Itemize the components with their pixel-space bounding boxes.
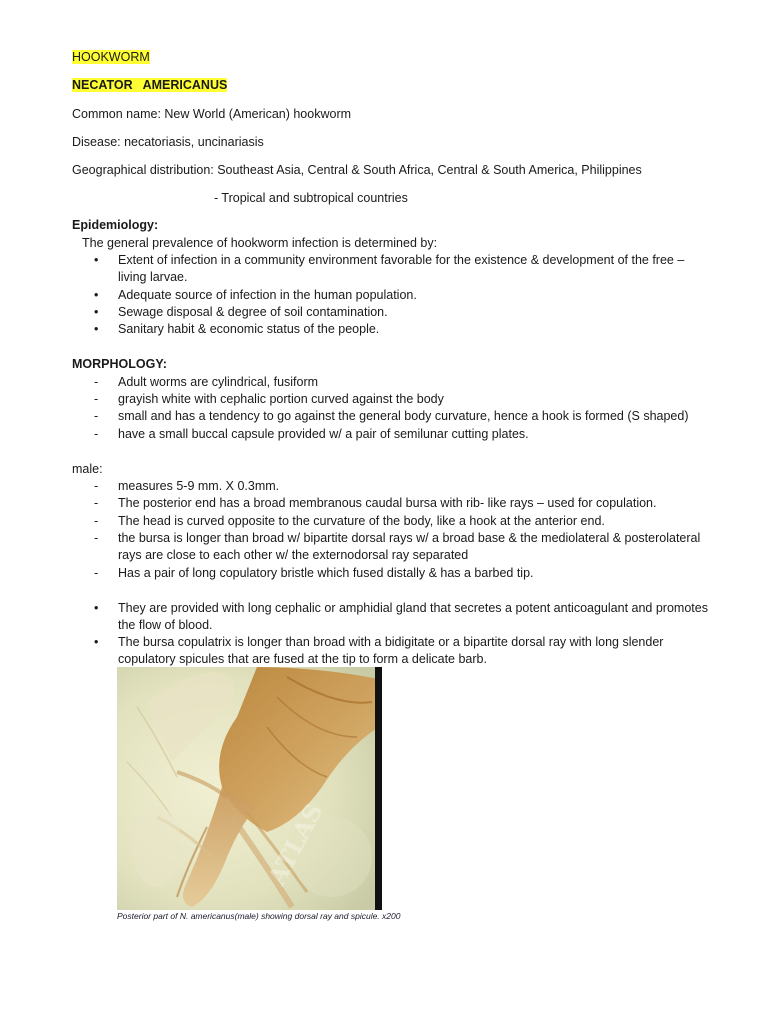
dash-mark: - bbox=[94, 566, 99, 580]
document-title bbox=[72, 49, 150, 65]
item-text: have a small buccal capsule provided w/ a pair of semilunar cutting plates. bbox=[118, 427, 529, 441]
dash-mark: - bbox=[94, 496, 99, 510]
dash-mark: - bbox=[94, 514, 99, 528]
epidemiology-item bbox=[72, 252, 712, 286]
bullet-mark: • bbox=[94, 253, 99, 267]
item-text: measures 5-9 mm. X 0.3mm. bbox=[118, 479, 280, 493]
item-text: Sewage disposal & degree of soil contamination. bbox=[118, 305, 388, 319]
epidemiology-item bbox=[72, 304, 712, 321]
item-text: Sanitary habit & economic status of the people. bbox=[118, 322, 380, 336]
epidemiology-intro: The general prevalence of hookworm infection is determined by: bbox=[82, 236, 438, 250]
bullet-mark: • bbox=[94, 305, 99, 319]
dash-mark: - bbox=[94, 409, 99, 423]
morphology-item bbox=[72, 426, 712, 443]
bullet-mark: • bbox=[94, 635, 99, 649]
male-item bbox=[72, 478, 712, 495]
male-item bbox=[72, 513, 712, 530]
dash-mark: - bbox=[94, 392, 99, 406]
item-text-continued: copulatory spicules that are fused at the tip to form a delicate barb. bbox=[118, 652, 487, 666]
image-caption: Posterior part of N. americanus(male) showing dorsal ray and spicule. x200 bbox=[117, 911, 401, 921]
feature-item bbox=[72, 600, 712, 634]
item-text: Extent of infection in a community environment favorable for the existence & development of the free – bbox=[118, 253, 685, 267]
dash-mark: - bbox=[94, 427, 99, 441]
feature-item bbox=[72, 634, 712, 668]
watermark-text: ATLAS bbox=[261, 798, 329, 890]
item-text: Adequate source of infection in the human population. bbox=[118, 288, 417, 302]
item-text: The head is curved opposite to the curvature of the body, like a hook at the anterior end. bbox=[118, 514, 605, 528]
bullet-mark: • bbox=[94, 288, 99, 302]
morphology-item bbox=[72, 374, 712, 391]
dash-mark: - bbox=[94, 479, 99, 493]
epidemiology-item bbox=[72, 321, 712, 338]
item-text-continued: rays are close to each other w/ the externodorsal ray separated bbox=[118, 548, 469, 562]
item-text: The posterior end has a broad membranous caudal bursa with rib- like rays – used for copulation. bbox=[118, 496, 657, 510]
item-text: They are provided with long cephalic or amphidial gland that secretes a potent anticoagulant and promotes bbox=[118, 601, 708, 615]
title-text: HOOKWORM bbox=[72, 50, 150, 64]
dash-mark: - bbox=[94, 375, 99, 389]
item-text-continued: living larvae. bbox=[118, 270, 188, 284]
bullet-mark: • bbox=[94, 322, 99, 336]
male-item bbox=[72, 495, 712, 512]
disease: Disease: necatoriasis, uncinariasis bbox=[72, 135, 264, 149]
morphology-item bbox=[72, 391, 712, 408]
item-text: The bursa copulatrix is longer than broad with a bidigitate or a bipartite dorsal ray with long slender bbox=[118, 635, 664, 649]
item-text: Has a pair of long copulatory bristle which fused distally & has a barbed tip. bbox=[118, 566, 534, 580]
common-name: Common name: New World (American) hookworm bbox=[72, 107, 352, 121]
item-text: small and has a tendency to go against the general body curvature, hence a hook is formed (S shaped) bbox=[118, 409, 689, 423]
dash-mark: - bbox=[94, 531, 99, 545]
item-text: the bursa is longer than broad w/ bipartite dorsal rays w/ a broad base & the mediolateral & posterolateral bbox=[118, 531, 701, 545]
micrograph-svg bbox=[117, 667, 382, 910]
morphology-heading: MORPHOLOGY: bbox=[72, 357, 167, 371]
morphology-item bbox=[72, 408, 712, 425]
epidemiology-item bbox=[72, 287, 712, 304]
geo-distribution: Geographical distribution: Southeast Asia, Central & South Africa, Central & South America, Philippines bbox=[72, 163, 642, 177]
item-text-continued: the flow of blood. bbox=[118, 618, 213, 632]
epidemiology-heading: Epidemiology: bbox=[72, 218, 159, 232]
bullet-mark: • bbox=[94, 601, 99, 615]
male-heading: male: bbox=[72, 462, 103, 476]
male-item bbox=[72, 530, 712, 564]
item-text: Adult worms are cylindrical, fusiform bbox=[118, 375, 319, 389]
item-text: grayish white with cephalic portion curved against the body bbox=[118, 392, 444, 406]
male-item bbox=[72, 565, 712, 582]
geo-distribution-continued: - Tropical and subtropical countries bbox=[214, 191, 408, 205]
micrograph-image bbox=[117, 667, 382, 910]
subtitle-text: NECATOR AMERICANUS bbox=[72, 78, 228, 92]
document-subtitle bbox=[72, 77, 227, 93]
